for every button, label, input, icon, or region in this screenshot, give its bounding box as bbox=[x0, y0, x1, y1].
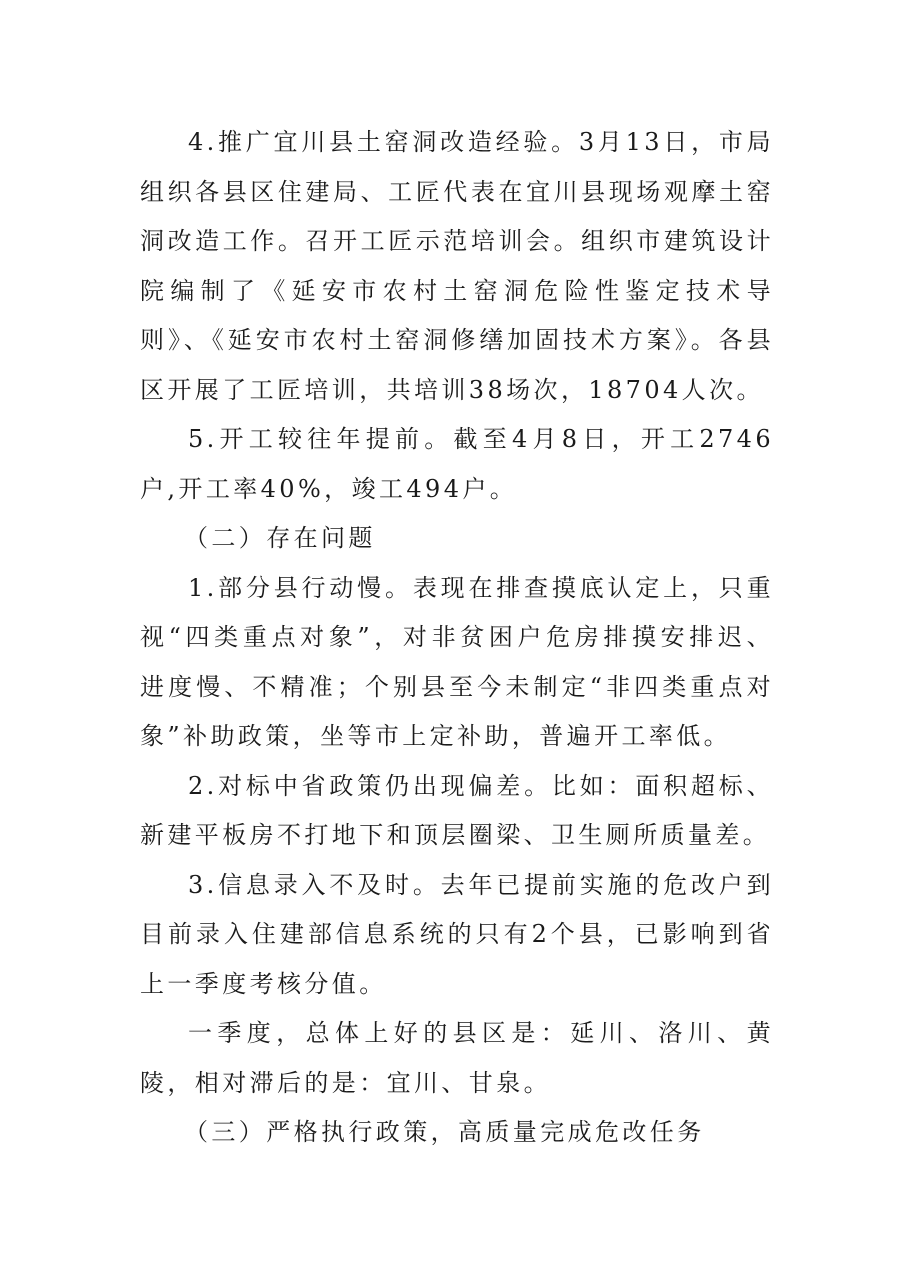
paragraph-quarter-summary: 一季度，总体上好的县区是：延川、洛川、黄陵，相对滞后的是：宜川、甘泉。 bbox=[140, 1019, 774, 1097]
paragraph-early-start: 5.开工较往年提前。截至4月8日，开工2746户,开工率40%，竣工494户。 bbox=[140, 425, 774, 503]
document-body bbox=[140, 118, 774, 1158]
paragraph-slow-action: 1.部分县行动慢。表现在排查摸底认定上，只重视“四类重点对象”，对非贫困户危房排摸安排迟、进度慢、不精准；个别县至今未制定“非四类重点对象”补助政策，坐等市上定补助，普遍开工率低。 bbox=[140, 573, 774, 750]
section-heading-policy-execution: （三）严格执行政策，高质量完成危改任务 bbox=[184, 1118, 705, 1146]
section-heading-problems: （二）存在问题 bbox=[184, 524, 376, 552]
paragraph-policy-deviation: 2.对标中省政策仍出现偏差。比如：面积超标、新建平板房不打地下和顶层圈梁、卫生厕所质量差。 bbox=[140, 771, 774, 849]
paragraph-info-entry: 3.信息录入不及时。去年已提前实施的危改户到目前录入住建部信息系统的只有2个县，已影响到省上一季度考核分值。 bbox=[140, 870, 774, 998]
paragraph-tuyaodong-experience: 4.推广宜川县土窑洞改造经验。3月13日，市局组织各县区住建局、工匠代表在宜川县现场观摩土窑洞改造工作。召开工匠示范培训会。组织市建筑设计院编制了《延安市农村土窑洞危险性鉴定技术导则》、《延安市农村土窑洞修缮加固技术方案》。各县区开展了工匠培训，共培训38场次，18704人次。 bbox=[140, 128, 774, 404]
